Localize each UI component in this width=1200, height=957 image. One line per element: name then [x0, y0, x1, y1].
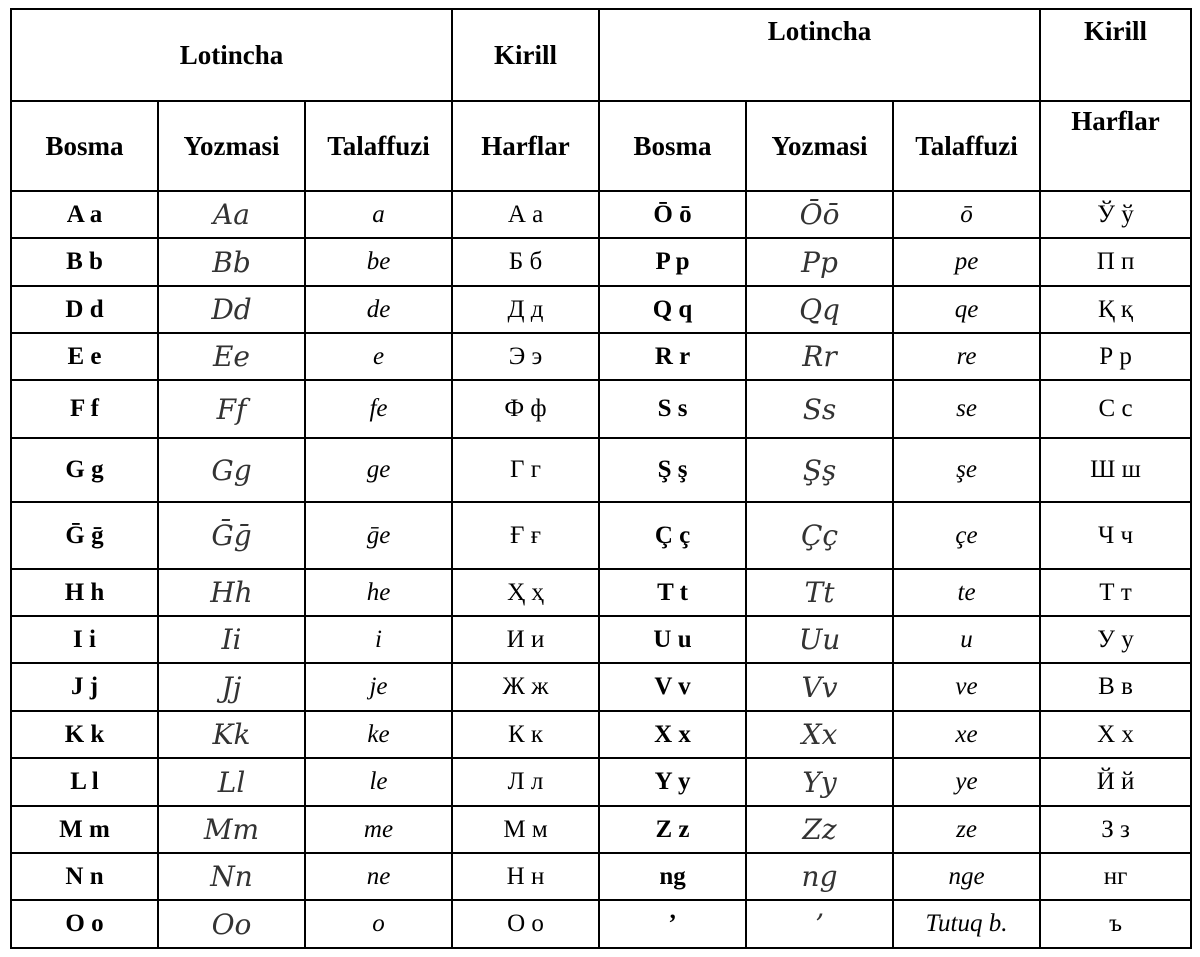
cell-talaffuzi2: şe: [893, 438, 1040, 502]
cell-kirill: М м: [452, 806, 599, 853]
cell-talaffuzi: ge: [305, 438, 452, 502]
cell-bosma2: ng: [599, 853, 746, 900]
cell-bosma: G g: [11, 438, 158, 502]
col-yozmasi-right: Yozmasi: [746, 101, 893, 191]
cell-kirill2: Р р: [1040, 333, 1191, 380]
col-bosma-left: Bosma: [11, 101, 158, 191]
cell-talaffuzi: le: [305, 758, 452, 806]
cell-talaffuzi: i: [305, 616, 452, 663]
cell-bosma: E e: [11, 333, 158, 380]
cell-yozmasi: Kk: [158, 711, 305, 758]
col-talaffuzi-right: Talaffuzi: [893, 101, 1040, 191]
table-row: [11, 711, 1191, 758]
cell-kirill2: П п: [1040, 238, 1191, 286]
cell-bosma2: U u: [599, 616, 746, 663]
cell-talaffuzi2: ze: [893, 806, 1040, 853]
cell-bosma2: V v: [599, 663, 746, 711]
cell-yozmasi2: Xx: [746, 711, 893, 758]
cell-kirill: К к: [452, 711, 599, 758]
cell-yozmasi: Oo: [158, 900, 305, 948]
cell-talaffuzi2: re: [893, 333, 1040, 380]
cell-kirill: Э э: [452, 333, 599, 380]
cell-yozmasi: Ḡḡ: [158, 502, 305, 569]
table-body: [11, 191, 1191, 948]
table-row: [11, 569, 1191, 616]
cell-yozmasi2: Zz: [746, 806, 893, 853]
cell-talaffuzi2: u: [893, 616, 1040, 663]
cell-yozmasi: Nn: [158, 853, 305, 900]
cell-yozmasi: Ii: [158, 616, 305, 663]
col-yozmasi-left: Yozmasi: [158, 101, 305, 191]
cell-yozmasi2: Tt: [746, 569, 893, 616]
cell-kirill2: Ч ч: [1040, 502, 1191, 569]
cell-yozmasi: Dd: [158, 286, 305, 333]
header-kirill-left: Kirill: [452, 9, 599, 101]
cell-bosma2: ’: [599, 900, 746, 948]
table-row: [11, 238, 1191, 286]
table-row: [11, 806, 1191, 853]
cell-yozmasi: Bb: [158, 238, 305, 286]
cell-kirill: Г г: [452, 438, 599, 502]
cell-bosma: M m: [11, 806, 158, 853]
cell-kirill: Л л: [452, 758, 599, 806]
cell-talaffuzi: ne: [305, 853, 452, 900]
cell-kirill2: Қ қ: [1040, 286, 1191, 333]
table-row: [11, 502, 1191, 569]
cell-kirill2: В в: [1040, 663, 1191, 711]
cell-talaffuzi2: ve: [893, 663, 1040, 711]
cell-yozmasi2: Rr: [746, 333, 893, 380]
cell-kirill2: Й й: [1040, 758, 1191, 806]
cell-yozmasi2: Şş: [746, 438, 893, 502]
cell-kirill2: Х х: [1040, 711, 1191, 758]
cell-bosma: O o: [11, 900, 158, 948]
cell-talaffuzi: je: [305, 663, 452, 711]
cell-bosma2: X x: [599, 711, 746, 758]
cell-yozmasi2: Ōō: [746, 191, 893, 238]
cell-bosma: Ḡ ḡ: [11, 502, 158, 569]
cell-talaffuzi: he: [305, 569, 452, 616]
cell-talaffuzi: ke: [305, 711, 452, 758]
cell-yozmasi2: ’: [746, 900, 893, 948]
header-lotincha-left: Lotincha: [11, 9, 452, 101]
cell-yozmasi2: Vv: [746, 663, 893, 711]
cell-yozmasi: Mm: [158, 806, 305, 853]
cell-kirill2: ъ: [1040, 900, 1191, 948]
cell-talaffuzi2: pe: [893, 238, 1040, 286]
header-lotincha-right: Lotincha: [599, 9, 1040, 101]
cell-yozmasi2: Qq: [746, 286, 893, 333]
cell-bosma: F f: [11, 380, 158, 438]
cell-yozmasi: Gg: [158, 438, 305, 502]
cell-kirill2: У у: [1040, 616, 1191, 663]
cell-talaffuzi2: se: [893, 380, 1040, 438]
cell-kirill2: нг: [1040, 853, 1191, 900]
cell-talaffuzi2: xe: [893, 711, 1040, 758]
col-talaffuzi-left: Talaffuzi: [305, 101, 452, 191]
col-harflar-right: Harflar: [1040, 101, 1191, 191]
table-row: [11, 616, 1191, 663]
cell-kirill: Ғ ғ: [452, 502, 599, 569]
cell-yozmasi2: ng: [746, 853, 893, 900]
cell-yozmasi: Jj: [158, 663, 305, 711]
cell-yozmasi: Hh: [158, 569, 305, 616]
cell-kirill2: Т т: [1040, 569, 1191, 616]
cell-yozmasi2: Uu: [746, 616, 893, 663]
cell-yozmasi: Ll: [158, 758, 305, 806]
col-bosma-right: Bosma: [599, 101, 746, 191]
cell-yozmasi2: Pp: [746, 238, 893, 286]
table-row: [11, 380, 1191, 438]
cell-kirill: А а: [452, 191, 599, 238]
table-row: [11, 191, 1191, 238]
cell-bosma: H h: [11, 569, 158, 616]
cell-yozmasi2: Çç: [746, 502, 893, 569]
table-row: [11, 758, 1191, 806]
cell-talaffuzi2: çe: [893, 502, 1040, 569]
cell-bosma2: P p: [599, 238, 746, 286]
cell-talaffuzi: de: [305, 286, 452, 333]
cell-bosma2: Y y: [599, 758, 746, 806]
cell-bosma: A a: [11, 191, 158, 238]
cell-talaffuzi: e: [305, 333, 452, 380]
cell-talaffuzi: me: [305, 806, 452, 853]
cell-talaffuzi2: Tutuq b.: [893, 900, 1040, 948]
table-row: [11, 853, 1191, 900]
cell-kirill: Н н: [452, 853, 599, 900]
cell-kirill2: З з: [1040, 806, 1191, 853]
header-kirill-right: Kirill: [1040, 9, 1191, 101]
cell-yozmasi: Aa: [158, 191, 305, 238]
cell-bosma: J j: [11, 663, 158, 711]
cell-bosma: L l: [11, 758, 158, 806]
cell-yozmasi2: Yy: [746, 758, 893, 806]
col-harflar-left: Harflar: [452, 101, 599, 191]
cell-bosma2: R r: [599, 333, 746, 380]
cell-kirill: Ж ж: [452, 663, 599, 711]
cell-talaffuzi2: ō: [893, 191, 1040, 238]
cell-yozmasi2: Ss: [746, 380, 893, 438]
cell-bosma2: Q q: [599, 286, 746, 333]
cell-talaffuzi2: te: [893, 569, 1040, 616]
cell-talaffuzi: fe: [305, 380, 452, 438]
cell-bosma: D d: [11, 286, 158, 333]
cell-kirill: И и: [452, 616, 599, 663]
cell-kirill2: Ш ш: [1040, 438, 1191, 502]
table-row: [11, 438, 1191, 502]
cell-kirill2: С с: [1040, 380, 1191, 438]
cell-bosma2: T t: [599, 569, 746, 616]
alphabet-table: [10, 8, 1192, 949]
cell-talaffuzi2: nge: [893, 853, 1040, 900]
cell-bosma2: Ş ş: [599, 438, 746, 502]
cell-bosma: B b: [11, 238, 158, 286]
cell-kirill: О о: [452, 900, 599, 948]
table-row: [11, 286, 1191, 333]
cell-bosma: K k: [11, 711, 158, 758]
cell-bosma2: Ō ō: [599, 191, 746, 238]
cell-talaffuzi: be: [305, 238, 452, 286]
cell-bosma2: Ç ç: [599, 502, 746, 569]
cell-kirill: Д д: [452, 286, 599, 333]
cell-kirill: Ф ф: [452, 380, 599, 438]
table-row: [11, 663, 1191, 711]
cell-talaffuzi: o: [305, 900, 452, 948]
cell-talaffuzi2: qe: [893, 286, 1040, 333]
table-row: [11, 900, 1191, 948]
cell-bosma2: S s: [599, 380, 746, 438]
cell-bosma: N n: [11, 853, 158, 900]
cell-yozmasi: Ff: [158, 380, 305, 438]
cell-bosma2: Z z: [599, 806, 746, 853]
cell-talaffuzi2: ye: [893, 758, 1040, 806]
cell-bosma: I i: [11, 616, 158, 663]
cell-kirill: Б б: [452, 238, 599, 286]
cell-yozmasi: Ee: [158, 333, 305, 380]
cell-talaffuzi: ḡe: [305, 502, 452, 569]
table-row: [11, 333, 1191, 380]
cell-kirill: Ҳ ҳ: [452, 569, 599, 616]
cell-talaffuzi: a: [305, 191, 452, 238]
cell-kirill2: Ў ў: [1040, 191, 1191, 238]
